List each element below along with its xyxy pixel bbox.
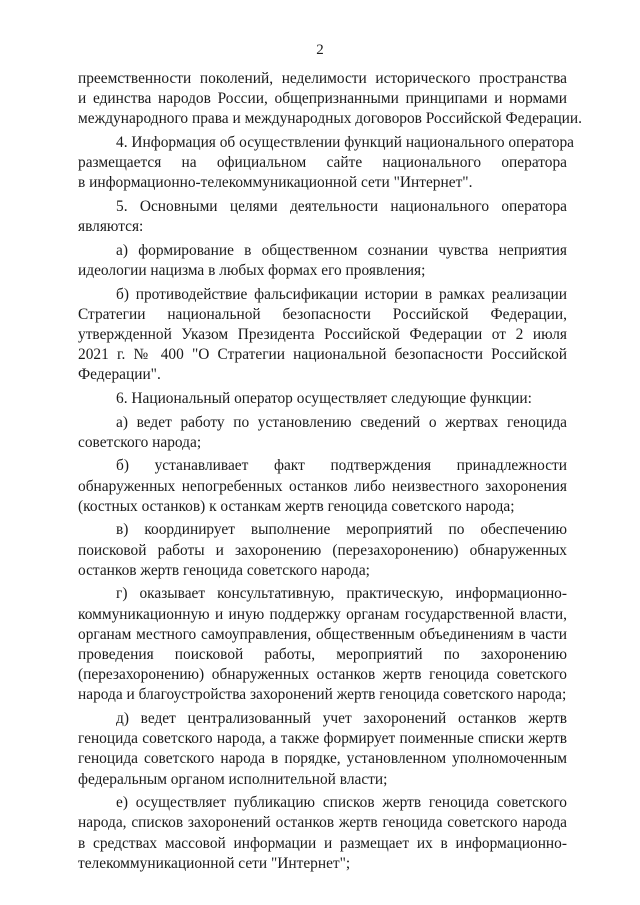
paragraph [78, 389, 567, 409]
text-line: останков жертв геноцида советского народа; [78, 561, 370, 579]
paragraph [78, 241, 567, 281]
text-line: советского народа; [78, 433, 202, 451]
text-line: геноцида советского народа, а также формирует поименные списки жертв [78, 730, 567, 748]
text-line: Федерации". [78, 366, 161, 384]
text-line: 4. Информация об осуществлении функций национального оператора [116, 134, 574, 151]
text-line: телекоммуникационной сети "Интернет"; [78, 854, 351, 872]
paragraph [78, 709, 567, 790]
text-line: в информационно-телекоммуникационной сети "Интернет". [78, 174, 473, 192]
paragraph [78, 285, 567, 386]
text-line: (перезахоронению) обнаруженных останков жертв геноцида советского [78, 666, 567, 684]
text-line: б) устанавливает факт подтверждения принадлежности [116, 457, 567, 475]
text-line: в) координирует выполнение мероприятий по обеспечению [116, 521, 567, 539]
text-line: а) формирование в общественном сознании чувства неприятия [116, 241, 567, 259]
text-line: федеральным органом исполнительной власти; [78, 770, 388, 788]
text-line: 6. Национальный оператор осуществляет следующие функции: [116, 390, 532, 407]
text-line: международного права и международных договоров Российской Федерации. [78, 110, 583, 128]
text-line: преемственности поколений, неделимости исторического пространства [78, 70, 567, 87]
text-line: являются: [78, 218, 144, 236]
paragraph [78, 133, 574, 194]
paragraph [78, 584, 567, 705]
text-line: идеологии нацизма в любых формах его проявления; [78, 262, 426, 279]
text-line: народа, списков захоронений останков жертв геноцида советского народа [78, 814, 567, 832]
paragraph [78, 69, 583, 130]
paragraph [78, 413, 567, 453]
text-line: б) противодействие фальсификации истории в рамках реализации [116, 285, 567, 303]
text-line: поисковой работы и захоронению (перезахоронению) обнаруженных [78, 541, 567, 559]
text-line: геноцида советского народа в порядке, установленном уполномоченным [78, 750, 567, 768]
text-line: органам местного самоуправления, общественным объединениям в части [78, 625, 567, 643]
text-line: и единства народов России, общепризнанными принципами и нормами [78, 90, 567, 108]
page-number: 2 [316, 42, 324, 58]
document-body [78, 69, 583, 877]
paragraph [78, 793, 567, 874]
text-line: проведения поисковой работы, мероприятий по захоронению [78, 646, 567, 663]
text-line: е) осуществляет публикацию списков жертв геноцида советского [116, 794, 567, 812]
text-line: народа и благоустройства захоронений жертв геноцида советского народа; [78, 686, 567, 704]
text-line: г) оказывает консультативную, практическую, информационно- [116, 585, 567, 603]
text-line: в средствах массовой информации и размещает их в информационно- [78, 834, 567, 852]
text-line: утвержденной Указом Президента Российской Федерации от 2 июля [78, 326, 567, 343]
text-line: размещается на официальном сайте национального оператора [78, 154, 567, 172]
paragraph [78, 456, 567, 517]
text-line: коммуникационную и иную поддержку органам государственной власти, [78, 605, 567, 623]
text-line: 2021 г. № 400 "О Стратегии национальной безопасности Российской [78, 346, 567, 364]
paragraph [78, 520, 567, 581]
text-line: Стратегии национальной безопасности Российской Федерации, [78, 305, 567, 323]
text-line: 5. Основными целями деятельности национального оператора [116, 198, 567, 215]
text-line: д) ведет централизованный учет захоронений останков жертв [116, 710, 567, 727]
paragraph [78, 197, 567, 237]
text-line: обнаруженных непогребенных останков либо неизвестного захоронения [78, 477, 567, 495]
text-line: (костных останков) к останкам жертв геноцида советского народа; [78, 497, 515, 515]
text-line: а) ведет работу по установлению сведений о жертвах геноцида [116, 413, 567, 431]
